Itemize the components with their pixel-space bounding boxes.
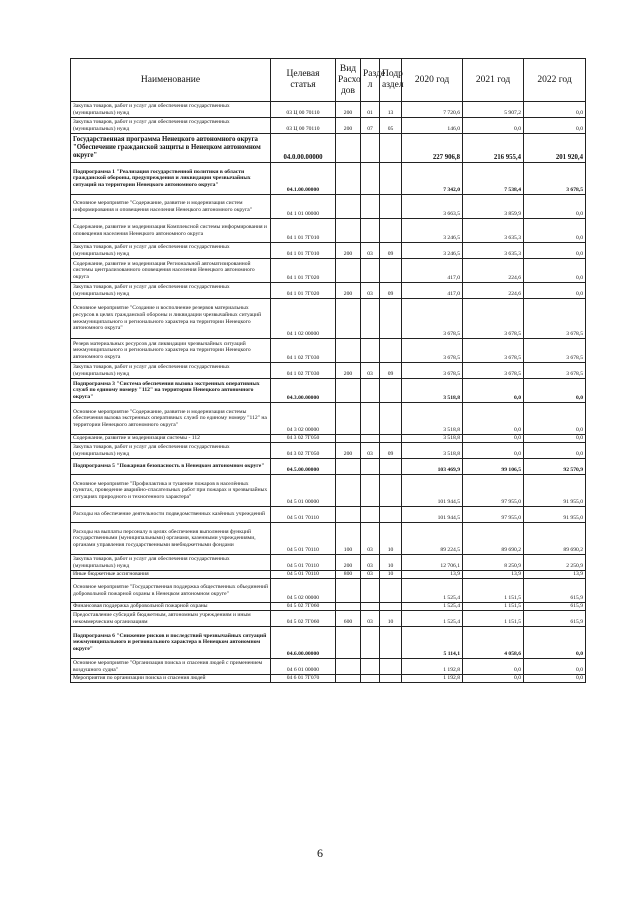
cell-name: Закупка товаров, работ и услуг для обеспечения государственных (муниципальных) нужд [71, 118, 271, 134]
cell-y2021: 1 151,5 [463, 603, 524, 611]
cell-y2021: 89 690,2 [463, 523, 524, 555]
table-row [71, 339, 586, 363]
cell-cs: 04 5 02 7Г060 [271, 611, 336, 627]
cell-rz [361, 195, 380, 219]
table-row [71, 627, 586, 659]
cell-name: Закупка товаров, работ и услуг для обеспечения государственных (муниципальных) нужд [71, 555, 271, 571]
cell-y2020: 13,9 [402, 571, 463, 579]
cell-cs: 04 1 01 7Г010 [271, 243, 336, 259]
cell-pr [380, 379, 402, 403]
cell-y2020: 3 246,5 [402, 243, 463, 259]
cell-pr [380, 507, 402, 523]
cell-name: Закупка товаров, работ и услуг для обеспечения государственных (муниципальных) нужд [71, 243, 271, 259]
budget-table [70, 58, 586, 683]
table-row [71, 523, 586, 555]
cell-y2020: 1 192,8 [402, 675, 463, 683]
cell-vr [336, 627, 361, 659]
cell-y2021: 0,0 [463, 403, 524, 435]
cell-y2022: 92 570,9 [524, 459, 586, 475]
cell-cs: 04.6.00.00000 [271, 627, 336, 659]
cell-rz [361, 163, 380, 195]
cell-y2020: 146,0 [402, 118, 463, 134]
table-row [71, 675, 586, 683]
cell-y2020: 1 525,4 [402, 579, 463, 603]
cell-name: Закупка товаров, работ и услуг для обеспечения государственных (муниципальных) нужд [71, 102, 271, 118]
cell-y2022: 3 678,5 [524, 163, 586, 195]
cell-y2020: 101 944,5 [402, 507, 463, 523]
cell-name: Основное мероприятие "Содержание, развитие и модернизация системы обеспечения вызова экстренных оперативных служб по единому номеру "112" на территории Ненецкого автономного округа" [71, 403, 271, 435]
cell-y2022: 0,0 [524, 283, 586, 299]
cell-cs: 04.5.00.00000 [271, 459, 336, 475]
cell-pr: 09 [380, 443, 402, 459]
cell-y2022: 0,0 [524, 435, 586, 443]
cell-y2022: 0,0 [524, 118, 586, 134]
cell-rz: 03 [361, 611, 380, 627]
cell-y2022: 13,9 [524, 571, 586, 579]
cell-cs: 04 3 02 00000 [271, 403, 336, 435]
cell-y2020: 3 246,5 [402, 219, 463, 243]
table-row [71, 435, 586, 443]
cell-y2022: 0,0 [524, 659, 586, 675]
cell-rz [361, 507, 380, 523]
cell-name: Содержание, развитие и модернизация Комплексной системы информирования и оповещения населения Ненецкого автономного округа [71, 219, 271, 243]
cell-pr: 13 [380, 102, 402, 118]
cell-y2021: 0,0 [463, 379, 524, 403]
table-row [71, 443, 586, 459]
cell-cs: 04 5 01 70110 [271, 523, 336, 555]
cell-cs: 03 Ц 00 70110 [271, 102, 336, 118]
col-header-2021: 2021 год [463, 59, 524, 102]
cell-vr [336, 603, 361, 611]
cell-rz [361, 219, 380, 243]
cell-y2020: 417,0 [402, 259, 463, 283]
table-row [71, 659, 586, 675]
cell-name: Закупка товаров, работ и услуг для обеспечения государственных (муниципальных) нужд [71, 443, 271, 459]
cell-vr: 200 [336, 102, 361, 118]
table-row [71, 379, 586, 403]
cell-pr [380, 163, 402, 195]
col-header-vid: Вид Расхо дов [336, 59, 361, 102]
table-row [71, 579, 586, 603]
cell-rz [361, 435, 380, 443]
cell-y2020: 3 678,5 [402, 363, 463, 379]
cell-pr [380, 299, 402, 339]
col-header-2020: 2020 год [402, 59, 463, 102]
cell-name: Иные бюджетные ассигнования [71, 571, 271, 579]
cell-rz: 03 [361, 571, 380, 579]
col-header-name: Наименование [71, 59, 271, 102]
table-row [71, 611, 586, 627]
cell-y2021: 0,0 [463, 435, 524, 443]
cell-y2022: 91 955,0 [524, 507, 586, 523]
cell-cs: 04 1 01 7Г020 [271, 283, 336, 299]
table-row [71, 243, 586, 259]
cell-name: Расходы на обеспечение деятельности подведомственных казённых учреждений [71, 507, 271, 523]
cell-vr [336, 579, 361, 603]
cell-rz: 03 [361, 363, 380, 379]
cell-rz [361, 603, 380, 611]
cell-name: Подпрограмма 5 "Пожарная безопасность в Ненецком автономном округе" [71, 459, 271, 475]
cell-vr: 200 [336, 363, 361, 379]
cell-y2020: 5 114,1 [402, 627, 463, 659]
cell-y2022: 0,0 [524, 675, 586, 683]
cell-cs: 04 3 02 7Г050 [271, 435, 336, 443]
cell-name: Основное мероприятие "Содержание, развитие и модернизация систем информирования и оповещения населения Ненецкого автономного округа" [71, 195, 271, 219]
cell-y2020: 3 518,8 [402, 379, 463, 403]
cell-y2021: 3 635,3 [463, 219, 524, 243]
cell-vr [336, 379, 361, 403]
col-header-2022: 2022 год [524, 59, 586, 102]
cell-cs: 04 6 01 00000 [271, 659, 336, 675]
cell-vr: 100 [336, 523, 361, 555]
cell-y2021: 0,0 [463, 118, 524, 134]
table-row [71, 219, 586, 243]
cell-name: Закупка товаров, работ и услуг для обеспечения государственных (муниципальных) нужд [71, 363, 271, 379]
cell-y2022: 615,9 [524, 611, 586, 627]
cell-y2021: 13,9 [463, 571, 524, 579]
cell-y2020: 12 706,1 [402, 555, 463, 571]
table-row [71, 195, 586, 219]
cell-pr [380, 475, 402, 507]
table-row [71, 555, 586, 571]
cell-pr [380, 675, 402, 683]
cell-y2022: 615,9 [524, 579, 586, 603]
cell-vr [336, 259, 361, 283]
table-row [71, 363, 586, 379]
cell-cs: 04.1.00.00000 [271, 163, 336, 195]
cell-vr [336, 403, 361, 435]
cell-vr: 200 [336, 243, 361, 259]
cell-rz [361, 134, 380, 163]
cell-cs: 04 6 01 7Г070 [271, 675, 336, 683]
cell-rz [361, 259, 380, 283]
table-row [71, 102, 586, 118]
cell-pr [380, 603, 402, 611]
cell-rz: 03 [361, 523, 380, 555]
cell-pr [380, 195, 402, 219]
cell-y2021: 224,6 [463, 283, 524, 299]
cell-rz [361, 579, 380, 603]
cell-y2021: 0,0 [463, 675, 524, 683]
cell-vr [336, 507, 361, 523]
table-row [71, 163, 586, 195]
table-row [71, 118, 586, 134]
cell-name: Государственная программа Ненецкого автономного округа "Обеспечение гражданской защиты в Ненецком автономном округе" [71, 134, 271, 163]
cell-vr: 200 [336, 555, 361, 571]
cell-y2022: 0,0 [524, 243, 586, 259]
cell-y2020: 227 906,8 [402, 134, 463, 163]
cell-cs: 04.0.00.00000 [271, 134, 336, 163]
cell-y2022: 0,0 [524, 102, 586, 118]
cell-y2022: 89 690,2 [524, 523, 586, 555]
cell-vr [336, 435, 361, 443]
cell-cs: 04 1 02 7Г030 [271, 339, 336, 363]
table-row [71, 459, 586, 475]
cell-y2020: 1 192,8 [402, 659, 463, 675]
cell-y2021: 5 907,2 [463, 102, 524, 118]
cell-cs: 04 5 01 70110 [271, 571, 336, 579]
cell-pr: 09 [380, 283, 402, 299]
cell-y2022: 0,0 [524, 403, 586, 435]
cell-rz [361, 299, 380, 339]
cell-vr [336, 475, 361, 507]
cell-vr [336, 219, 361, 243]
cell-y2022: 0,0 [524, 219, 586, 243]
cell-pr [380, 403, 402, 435]
cell-y2020: 3 518,8 [402, 435, 463, 443]
cell-pr [380, 659, 402, 675]
cell-y2022: 0,0 [524, 379, 586, 403]
cell-y2020: 101 944,5 [402, 475, 463, 507]
cell-name: Мероприятия по организации поиска и спасения людей [71, 675, 271, 683]
cell-y2021: 3 859,9 [463, 195, 524, 219]
cell-y2022: 0,0 [524, 443, 586, 459]
cell-pr: 10 [380, 523, 402, 555]
cell-cs: 04 5 01 00000 [271, 475, 336, 507]
table-row [71, 134, 586, 163]
table-row [71, 403, 586, 435]
cell-vr: 600 [336, 611, 361, 627]
cell-cs: 04 5 02 7Г060 [271, 603, 336, 611]
cell-cs: 04.3.00.00000 [271, 379, 336, 403]
cell-rz [361, 403, 380, 435]
cell-name: Закупка товаров, работ и услуг для обеспечения государственных (муниципальных) нужд [71, 283, 271, 299]
cell-y2020: 7 720,6 [402, 102, 463, 118]
cell-vr [336, 339, 361, 363]
cell-vr [336, 659, 361, 675]
cell-vr [336, 675, 361, 683]
cell-y2020: 417,0 [402, 283, 463, 299]
cell-y2020: 89 224,5 [402, 523, 463, 555]
cell-rz [361, 627, 380, 659]
cell-name: Основное мероприятие "Профилактика и тушение пожаров в населённых пунктах, проведение аварийно-спасательных работ при пожарах и чрезвычайных ситуациях природного и техногенного характера" [71, 475, 271, 507]
cell-y2020: 3 518,8 [402, 443, 463, 459]
cell-name: Подпрограмма 1 "Реализация государственной политики в области гражданской обороны, предупреждения и ликвидации чрезвычайных ситуаций на территории Ненецкого автономного округа" [71, 163, 271, 195]
cell-name: Основное мероприятие "Организация поиска и спасения людей с применением воздушного судна" [71, 659, 271, 675]
cell-pr [380, 435, 402, 443]
cell-name: Основное мероприятие "Государственная поддержка общественных объединений добровольной пожарной охраны в Ненецком автономном округе" [71, 579, 271, 603]
cell-vr: 200 [336, 118, 361, 134]
cell-y2021: 97 955,0 [463, 507, 524, 523]
cell-rz [361, 339, 380, 363]
cell-name: Подпрограмма 3 "Система обеспечения вызова экстренных оперативных служб по единому номеру "112" на территории Ненецкого автономного округа" [71, 379, 271, 403]
cell-name: Содержание, развитие и модернизация Региональной автоматизированной системы централизованного оповещения населения Ненецкого автономного округа [71, 259, 271, 283]
cell-y2021: 3 635,3 [463, 243, 524, 259]
cell-y2022: 0,0 [524, 195, 586, 219]
cell-y2022: 91 955,0 [524, 475, 586, 507]
cell-cs: 03 Ц 00 70110 [271, 118, 336, 134]
table-row [71, 259, 586, 283]
cell-rz: 03 [361, 443, 380, 459]
cell-y2020: 1 525,4 [402, 611, 463, 627]
cell-cs: 04 1 01 00000 [271, 195, 336, 219]
cell-pr: 09 [380, 363, 402, 379]
cell-name: Содержание, развитие и модернизация системы - 112 [71, 435, 271, 443]
cell-y2020: 7 342,0 [402, 163, 463, 195]
cell-y2022: 0,0 [524, 259, 586, 283]
cell-name: Основное мероприятие "Создание и восполнение резервов материальных ресурсов в целях гражданской обороны и ликвидации чрезвычайных ситуаций межмуниципального и регионального характера на территории Ненецкого автономного округа" [71, 299, 271, 339]
cell-y2021: 8 250,9 [463, 555, 524, 571]
cell-pr: 05 [380, 118, 402, 134]
cell-y2022: 2 250,9 [524, 555, 586, 571]
cell-vr: 200 [336, 283, 361, 299]
cell-cs: 04 1 01 7Г010 [271, 219, 336, 243]
cell-rz [361, 659, 380, 675]
cell-rz: 03 [361, 283, 380, 299]
cell-y2021: 224,6 [463, 259, 524, 283]
cell-y2020: 3 518,8 [402, 403, 463, 435]
cell-cs: 04 1 02 00000 [271, 299, 336, 339]
cell-pr: 10 [380, 571, 402, 579]
cell-pr [380, 627, 402, 659]
cell-pr [380, 219, 402, 243]
col-header-razdel: Разде л [361, 59, 380, 102]
cell-vr: 200 [336, 443, 361, 459]
cell-pr: 10 [380, 611, 402, 627]
cell-y2020: 3 678,5 [402, 339, 463, 363]
cell-pr [380, 579, 402, 603]
cell-name: Финансовая поддержка добровольной пожарной охраны [71, 603, 271, 611]
table-row [71, 507, 586, 523]
cell-y2020: 3 678,5 [402, 299, 463, 339]
cell-cs: 04 5 01 70110 [271, 507, 336, 523]
cell-rz: 03 [361, 243, 380, 259]
cell-vr [336, 195, 361, 219]
cell-rz: 01 [361, 102, 380, 118]
cell-y2021: 3 678,5 [463, 363, 524, 379]
cell-y2021: 0,0 [463, 659, 524, 675]
cell-rz: 07 [361, 118, 380, 134]
cell-name: Расходы на выплаты персоналу в целях обеспечения выполнения функций государственными (муниципальными) органами, казенными учреждениями, органами управления государственными внебюджетными фондами [71, 523, 271, 555]
cell-pr [380, 259, 402, 283]
col-header-podrazdel: Подр аздел [380, 59, 402, 102]
cell-y2022: 3 678,5 [524, 363, 586, 379]
cell-vr [336, 134, 361, 163]
cell-vr [336, 299, 361, 339]
cell-rz [361, 675, 380, 683]
cell-cs: 04 1 01 7Г020 [271, 259, 336, 283]
cell-y2022: 201 920,4 [524, 134, 586, 163]
cell-rz [361, 379, 380, 403]
cell-y2022: 615,9 [524, 603, 586, 611]
cell-rz: 03 [361, 555, 380, 571]
cell-cs: 04 5 02 00000 [271, 579, 336, 603]
cell-y2022: 3 678,5 [524, 299, 586, 339]
cell-cs: 04 3 02 7Г050 [271, 443, 336, 459]
cell-cs: 04 1 02 7Г030 [271, 363, 336, 379]
table-row [71, 283, 586, 299]
cell-vr: 800 [336, 571, 361, 579]
table-row [71, 571, 586, 579]
cell-y2021: 1 151,5 [463, 579, 524, 603]
cell-y2021: 97 955,0 [463, 475, 524, 507]
cell-vr [336, 459, 361, 475]
cell-y2021: 7 538,4 [463, 163, 524, 195]
cell-y2021: 3 678,5 [463, 339, 524, 363]
cell-pr [380, 459, 402, 475]
table-body [71, 102, 586, 683]
table-row [71, 475, 586, 507]
cell-y2021: 0,0 [463, 443, 524, 459]
cell-name: Предоставление субсидий бюджетным, автономным учреждениям и иным некоммерческим организациям [71, 611, 271, 627]
cell-y2020: 3 663,5 [402, 195, 463, 219]
page-number: 6 [317, 846, 323, 860]
cell-pr: 09 [380, 243, 402, 259]
cell-y2020: 103 469,9 [402, 459, 463, 475]
cell-y2020: 1 525,4 [402, 603, 463, 611]
cell-y2021: 216 955,4 [463, 134, 524, 163]
cell-y2021: 1 151,5 [463, 611, 524, 627]
cell-pr [380, 339, 402, 363]
table-row [71, 603, 586, 611]
cell-y2021: 99 106,5 [463, 459, 524, 475]
cell-rz [361, 475, 380, 507]
cell-y2021: 4 058,6 [463, 627, 524, 659]
table-row [71, 299, 586, 339]
cell-y2021: 3 678,5 [463, 299, 524, 339]
header-row [71, 59, 586, 102]
budget-table-container [70, 58, 585, 683]
cell-cs: 04 5 01 70110 [271, 555, 336, 571]
cell-y2022: 0,0 [524, 627, 586, 659]
cell-vr [336, 163, 361, 195]
cell-y2022: 3 678,5 [524, 339, 586, 363]
cell-pr: 10 [380, 555, 402, 571]
cell-name: Резерв материальных ресурсов для ликвидации чрезвычайных ситуаций межмуниципального и регионального характера на территории Ненецкого автономного округа [71, 339, 271, 363]
cell-rz [361, 459, 380, 475]
col-header-target: Целевая статья [271, 59, 336, 102]
cell-pr [380, 134, 402, 163]
cell-name: Подпрограмма 6 "Снижение рисков и последствий чрезвычайных ситуаций межмуниципального и регионального характера в Ненецком автономном округе" [71, 627, 271, 659]
